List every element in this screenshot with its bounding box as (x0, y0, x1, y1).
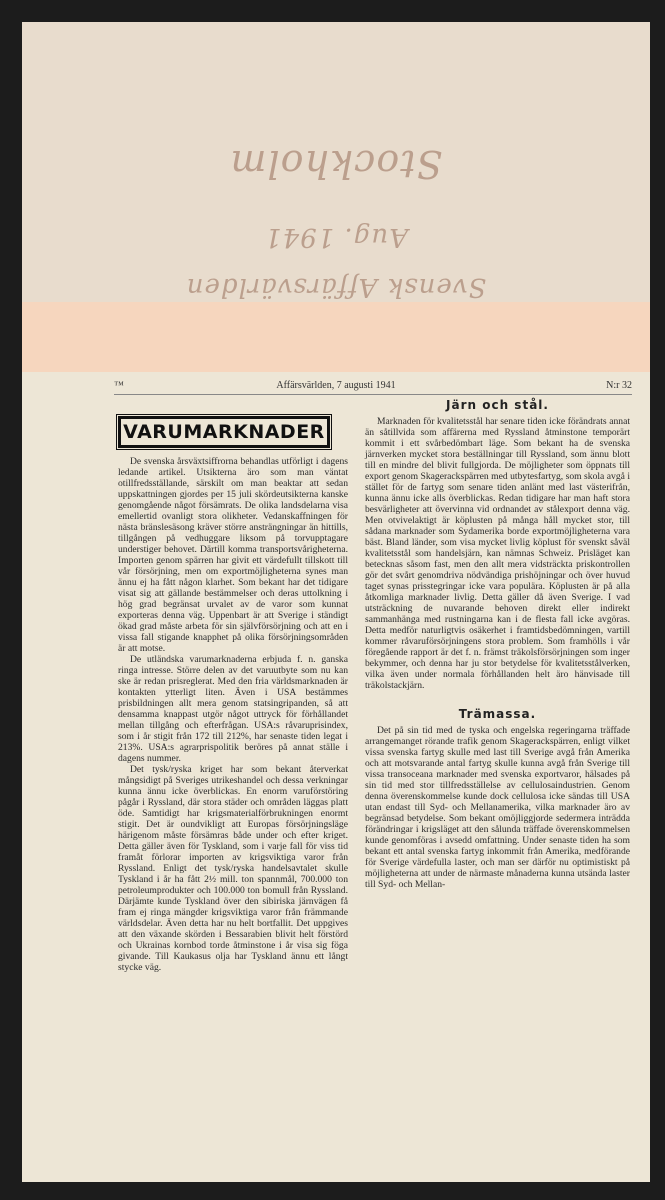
handwritten-stub (22, 22, 650, 303)
paragraph: De utländska varumarknaderna erbjuda f. n. ganska ringa intresse. Större delen av det varuutbyte som nu kan ske är redan prisreglerat. Med den fria världsmarknaden är kontakten ytterligt liten. Även i USA bestämmes prisbildningen allt mera genom statsingripanden, så att densamma knappast utgör något uttryck för förhållandet mellan tillgång och efterfrågan. USA:s råvaruprisindex, som i år stigit från 172 till 212%, har senaste tiden legat i 213%. USA:s agrarprispolitik beröres på annat ställe i dagens nummer. (118, 654, 348, 764)
left-column (118, 416, 348, 973)
publication-date: Affärsvärlden, 7 augusti 1941 (276, 380, 396, 391)
section-masthead: VARUMARKNADER (118, 416, 330, 448)
section-heading-pulp: Trämassa. (458, 707, 537, 721)
right-column (365, 400, 630, 890)
tape-strip (22, 302, 650, 372)
handwritten-line-source: Svensk Affärsvärlden (185, 272, 487, 302)
running-head-mark: ™ (114, 380, 124, 391)
section-heading-iron-steel: Järn och stål. (446, 398, 549, 412)
paragraph: Marknaden för kvalitetsstål har senare tiden icke förändrats annat än såtillvida som affärerna med Ryssland åtminstone temporärt kommit i ett svårbedömbart läge. Som bekant ha de svenska järnverken mycket stora beställningar till Ryssland, som ännu blott till en mindre del blivit fullgjorda. De möjligheter som öppnats till export genom Skagerackspärren med utbytesfartyg, som skola avgå i stället för de fartyg som senare tiden anlänt med last västerifrån, kunna ännu icke alls överblickas. Redan tidigare har man haft stora besvärligheter att övervinna vid ordnandet av stålexport denna väg. Men otvivelaktigt är köplusten på många håll mycket stor, till sådana marknader som Sydamerika borde exportmöjligheterna vara bäst. Bland länder, som visa mycket livlig köplust för svenskt såväl kvalitetsstål som handelsjärn, kan nämnas Schweiz. Prisläget kan betecknas såsom fast, men den allt mera vidsträckta priskontrollen gör det svårt genomdriva nödvändiga prishöjningar och över huvud taget synas prisstegringar icke vara populära. Köplusten är på alla åtkomliga marknader livlig. Detta gäller då även Sverige. I vad utsträckning de nuvarande behoven direkt eller indirekt sammanhänga med rustningarna kan i de flesta fall icke avgöras. Detta medför naturligtvis osäkerhet i framtidsbedömningen, vartill kommer råvaruförsörjningens stora problem. Som framhölls i vår föregående rapport är det f. n. främst träkolsförsörjningen som inger bekymmer, och denna har ju stor betydelse för kvalitetsstålverken, vilka även under normala förhållanden helt äro hänvisade till träkolstackjärn. (365, 416, 630, 691)
issue-number: N:r 32 (606, 380, 632, 391)
paragraph: De svenska årsväxtsiffrorna behandlas utförligt i dagens ledande artikel. Utsikterna äro som man väntat otillfredsställande, särskilt om man beaktar att sedan uppskattningen gjordes per 15 juli skördeutsikterna kanske genomgående något försämrats. De olika landsdelarna visa emellertid ovanligt stora olikheter. Vedanskaffningen för nästa bränslesäsong kräver större ansträngningar än hittills, tillgången på vedhuggare liksom på torvupptagare understiger behovet. Därtill komma transportsvårigheterna. Importen genom spärren har givit ett värdefullt tillskott till vår försörjning, men om exportmöjligheterna synes man ännu ej ha fått någon klarhet. Som bekant har det tidigare visat sig att gällande bestämmelser och deras uttolkning i hög grad begränsat urvalet av de varor som kunnat exporteras denna väg. Uppenbart är att Sverige i ständigt ökad grad måste arbeta för sin självförsörjning och att en i vissa fall stigande knapphet på olika försörjningsområden är att motse. (118, 456, 348, 654)
handwritten-line-city: Stockholm (229, 142, 443, 186)
handwritten-line-date: Aug. 1941 (264, 222, 408, 252)
paragraph: Det tysk/ryska kriget har som bekant återverkat mångsidigt på Sveriges utrikeshandel och dessa verkningar kunna ännu icke överblickas. En enorm varuförstöring pågår i Ryssland, där stora städer och områden läggas platt öde. Samtidigt har krigsmaterialförbrukningen enormt stigit. Det är oundvikligt att Europas försörjningsläge härigenom måste försämras både under och efter kriget. Detta gäller även för Tyskland, som i varje fall för viss tid framåt förlorar importen av krigsviktiga varor från Ryssland. Enligt det tysk/ryska handelsavtalet skulle Tyskland i år ha fått 2½ mill. ton spannmål, 700.000 ton petroleumprodukter och 100.000 ton bomull från Ryssland. Därjämte kunde Tyskland över den sibiriska järnvägen få fram ej ringa mängder krigsviktiga varor från främmande världsdelar. Även detta har nu helt bortfallit. Det uppgives att den växande skörden i Bessarabien blivit helt förstörd och Ukrainas kornbod torde åtminstone i år visa sig föga givande. Till Kaukasus olja har Tyskland ännu ett långt stycke väg. (118, 764, 348, 973)
scanned-sheet (22, 22, 650, 1182)
paragraph: Det på sin tid med de tyska och engelska regeringarna träffade arrangemanget rörande trafik genom Skagerackspärren, enligt vilket vissa svenska fartyg skulle med last till Sverige avgå från Amerika och att motsvarande antal fartyg skulle kunna avgå från Sverige till vissa transoceana marknader med svenska exportvaror, hälsades på sin tid med stor tillfredsställelse av cellulosaindustrien. Genom denna överenskommelse kunde dock cellulosa icke sändas till USA utan endast till Syd- och Mellanamerika, vilka marknader äro av begränsad betydelse. Som bekant omöjliggjorde sedermera inträdda förändringar i krigsläget att den sålunda träffade överenskommelsen kunde genomföras i avsedd omfattning. Under senaste tiden ha som bekant ett antal svenska fartyg inkommit från Amerika, medförande för Sverige värdefulla laster, och man ser därför nu optimistiskt på möjligheterna att under de närmaste månaderna kunna utsända laster till Syd- och Mellan- (365, 725, 630, 890)
clipping-content (22, 372, 650, 1182)
header-rule (114, 394, 632, 395)
